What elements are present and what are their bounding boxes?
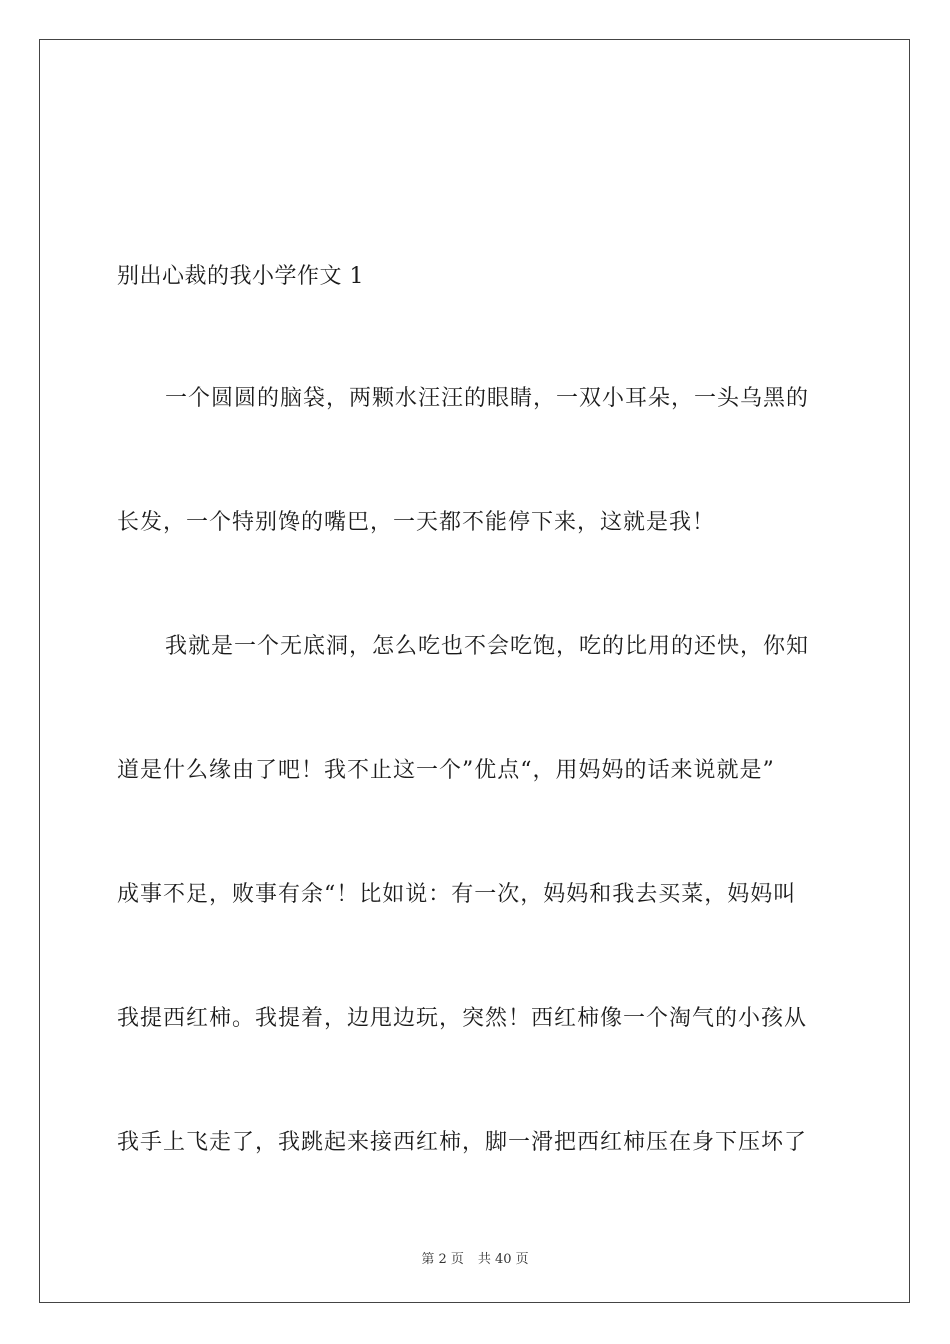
text-line-1: 一个圆圆的脑袋，两颗水汪汪的眼睛，一双小耳朵，一头乌黑的 [165,386,810,411]
text-line-3: 我就是一个无底洞，怎么吃也不会吃饱，吃的比用的还快，你知 [165,634,810,659]
text-line-2: 长发，一个特别馋的嘴巴，一天都不能停下来，这就是我！ [117,510,716,535]
text-line-5: 成事不足，败事有余“！比如说：有一次，妈妈和我去买菜，妈妈叫 [117,882,797,907]
page-footer [0,1248,950,1267]
text-line-6: 我提西红柿。我提着，边甩边玩，突然！西红柿像一个淘气的小孩从 [117,1006,808,1031]
document-title: 别出心裁的我小学作文 1 [117,264,364,289]
page-number: 第 2 页 [421,1252,464,1267]
text-line-4: 道是什么缘由了吧！我不止这一个”优点“，用妈妈的话来说就是” [117,758,775,783]
page-border [39,39,910,1303]
page-total: 共 40 页 [477,1252,529,1267]
text-line-7: 我手上飞走了，我跳起来接西红柿，脚一滑把西红柿压在身下压坏了 [117,1130,808,1155]
